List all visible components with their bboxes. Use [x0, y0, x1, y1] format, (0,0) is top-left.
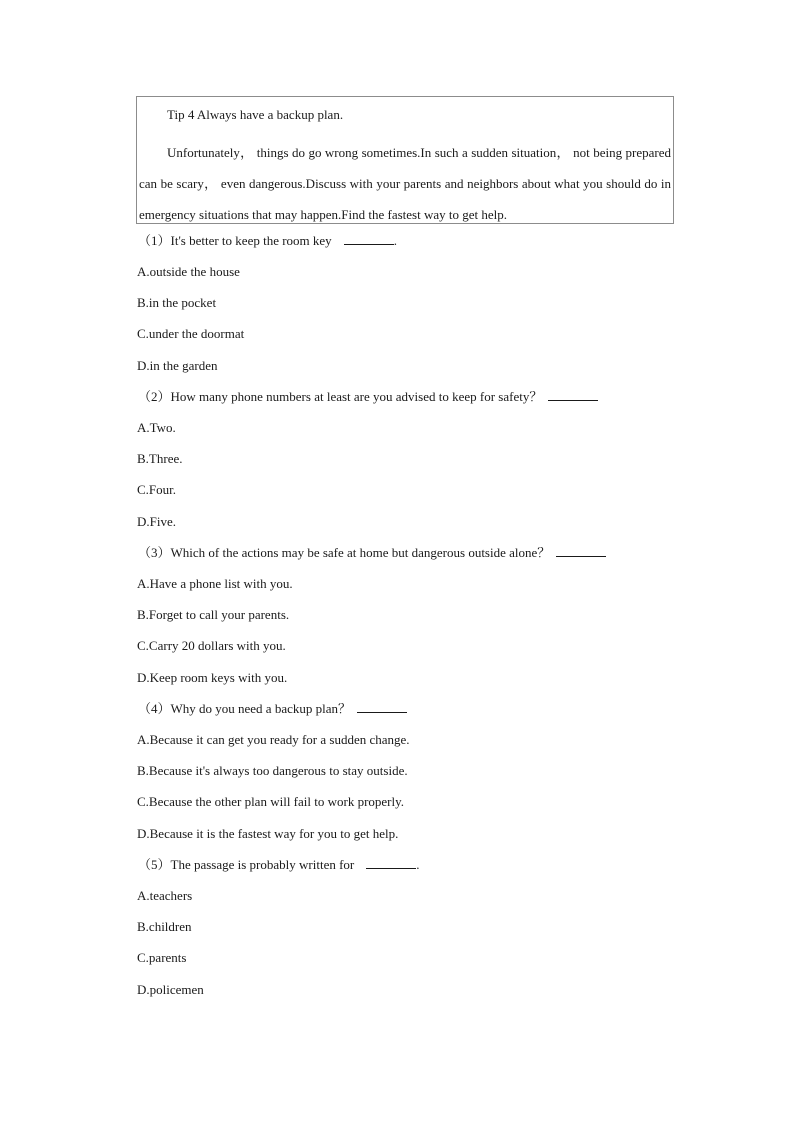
tip-title: Tip 4 Always have a backup plan. — [167, 107, 344, 122]
question-3-option-d: D.Keep room keys with you. — [137, 670, 288, 685]
question-5-option-d: D.policemen — [137, 982, 204, 997]
question-3-option-a: A.Have a phone list with you. — [137, 576, 293, 591]
tip-paragraph: Unfortunately， things do go wrong sometimes.In such a sudden situation， not being prepared can be scary， even dangerous.Discuss with your parents and neighbors about what you should do in emergency situations that may happen.Find the fastest way to get help. — [139, 145, 671, 222]
question-1-option-c: C.under the doormat — [137, 326, 245, 341]
question-5-option-a: A.teachers — [137, 888, 193, 903]
question-4-option-a: A.Because it can get you ready for a sudden change. — [137, 732, 410, 747]
question-stem-text: （2）How many phone numbers at least are you advised to keep for safety？ — [138, 389, 543, 404]
question-1-option-a: A.outside the house — [137, 264, 240, 279]
question-stem-text: （5）The passage is probably written for — [138, 857, 355, 872]
question-4-option-d: D.Because it is the fastest way for you to get help. — [137, 826, 399, 841]
question-2-option-b: B.Three. — [137, 451, 183, 466]
answer-blank — [548, 389, 598, 401]
answer-blank — [344, 233, 394, 245]
question-stem-text: （4）Why do you need a backup plan？ — [138, 701, 352, 716]
question-4-stem — [138, 701, 407, 717]
answer-blank — [556, 545, 606, 557]
question-4-option-c: C.Because the other plan will fail to work properly. — [137, 794, 405, 809]
question-5-option-b: B.children — [137, 919, 192, 934]
question-2-option-c: C.Four. — [137, 482, 177, 497]
answer-blank — [357, 701, 407, 713]
question-2-stem — [138, 389, 598, 405]
question-2-option-d: D.Five. — [137, 514, 176, 529]
question-4-option-b: B.Because it's always too dangerous to stay outside. — [137, 763, 408, 778]
question-end: . — [393, 233, 397, 248]
question-end: . — [416, 857, 420, 872]
question-3-stem — [138, 545, 606, 561]
question-stem-text: （3）Which of the actions may be safe at home but dangerous outside alone？ — [138, 545, 551, 560]
question-5-option-c: C.parents — [137, 950, 187, 965]
question-stem-text: （1）It's better to keep the room key — [138, 233, 332, 248]
question-2-option-a: A.Two. — [137, 420, 176, 435]
question-1-option-b: B.in the pocket — [137, 295, 217, 310]
tip-box — [136, 96, 674, 224]
question-3-option-b: B.Forget to call your parents. — [137, 607, 290, 622]
question-3-option-c: C.Carry 20 dollars with you. — [137, 638, 286, 653]
question-5-stem — [138, 857, 420, 873]
question-1-option-d: D.in the garden — [137, 358, 218, 373]
question-1-stem — [138, 233, 397, 249]
answer-blank — [366, 857, 416, 869]
